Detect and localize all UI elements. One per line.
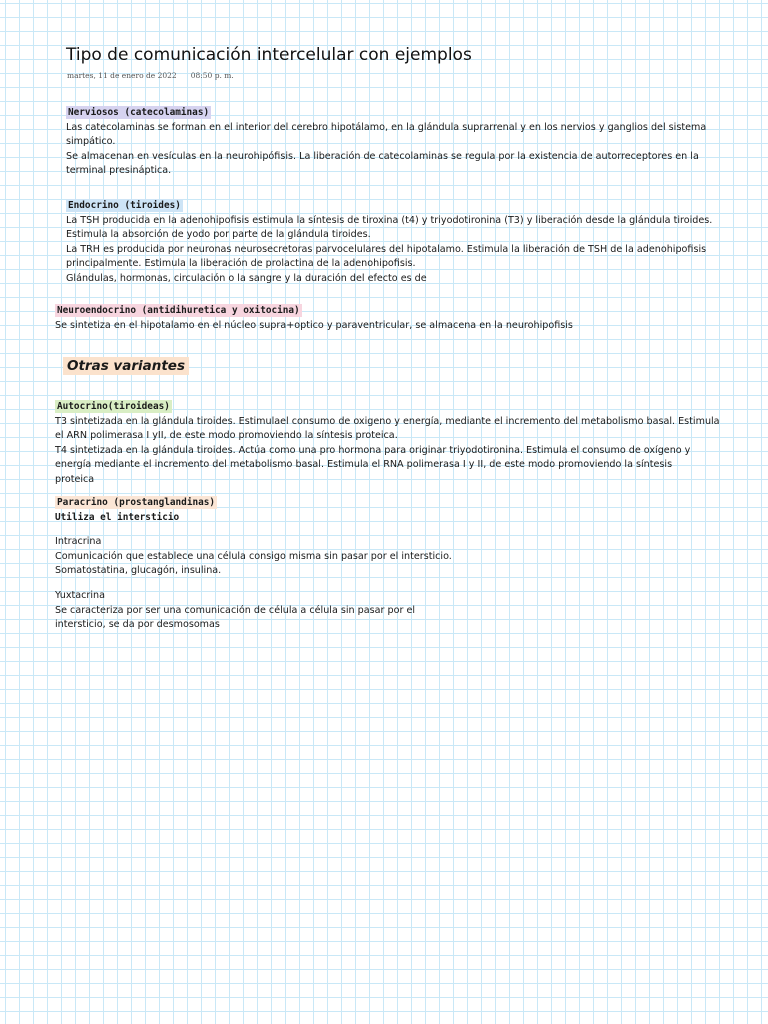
paragraph-line: energía mediante el incremento del metabolismo basal. Estimula el RNA polimerasa I y II, de este modo promoviendo la síntesis xyxy=(55,459,673,471)
section-heading-neuroendocrino: Neuroendocrino (antidihuretica y oxitocina) xyxy=(57,305,300,316)
section-heading-paracrino: Paracrino (prostanglandinas) xyxy=(57,497,216,508)
section-heading-nerviosos: Nerviosos (catecolaminas) xyxy=(68,107,210,118)
section-paracrino xyxy=(55,496,217,525)
paragraph-line: Se caracteriza por ser una comunicación de célula a célula sin pasar por el xyxy=(55,604,416,616)
section-yuxtacrina xyxy=(55,589,415,633)
section-intracrina xyxy=(55,535,452,579)
paragraph-line: T3 sintetizada en la glándula tiroides. Estimulael consumo de oxigeno y energía, mediante el incremento del metabolismo basal. Estimula xyxy=(55,415,720,427)
paragraph-line: simpático. xyxy=(66,136,116,148)
paragraph-line: Glándulas, hormonas, circulación o la sangre y la duración del efecto es de xyxy=(66,272,427,284)
section-heading-intracrina: Intracrina xyxy=(55,536,102,547)
paragraph-line: el ARN polimerasa I yII, de este modo promoviendo la síntesis proteica. xyxy=(55,430,398,442)
section-neuroendocrino xyxy=(55,304,573,333)
page-date: martes, 11 de enero de 2022 xyxy=(67,71,177,80)
page-timestamp xyxy=(67,71,234,80)
paragraph-line: Las catecolaminas se forman en el interior del cerebro hipotálamo, en la glándula suprarrenal y en los nervios y ganglios del sistema xyxy=(66,121,707,133)
section-subheading-paracrino: Utiliza el intersticio xyxy=(55,511,180,523)
paragraph-line: Se sintetiza en el hipotalamo en el núcleo supra+optico y paraventricular, se almacena en la neurohipofisis xyxy=(55,319,573,331)
paragraph-line: terminal presináptica. xyxy=(66,165,172,177)
paragraph-line: La TRH es producida por neuronas neurosecretoras parvocelulares del hipotalamo. Estimula la liberación de TSH de la adenohipofisis xyxy=(66,243,707,255)
section-autocrino xyxy=(55,400,720,488)
section-endocrino xyxy=(66,199,712,287)
paragraph-line: Somatostatina, glucagón, insulina. xyxy=(55,565,222,577)
section-heading-otras-variantes: Otras variantes xyxy=(63,357,189,375)
page-time: 08:50 p. m. xyxy=(190,71,234,80)
paragraph-line: La TSH producida en la adenohipofisis estimula la síntesis de tiroxina (t4) y triyodotironina (T3) y liberación desde la glándula tiroides. xyxy=(66,214,713,226)
paragraph-line: Estimula la absorción de yodo por parte de la glándula tiroides. xyxy=(66,229,371,241)
section-nerviosos xyxy=(66,106,706,179)
page-title: Tipo de comunicación intercelular con ejemplos xyxy=(66,45,472,65)
paragraph-line: principalmente. Estimula la liberación de prolactina de la adenohipofisis. xyxy=(66,258,416,270)
paragraph-line: intersticio, se da por desmosomas xyxy=(55,619,220,631)
section-heading-autocrino: Autocrino(tiroideas) xyxy=(57,401,170,412)
section-heading-endocrino: Endocrino (tiroides) xyxy=(68,200,181,211)
paragraph-line: proteica xyxy=(55,473,95,485)
paragraph-line: Se almacenan en vesículas en la neurohipófisis. La liberación de catecolaminas se regula por la existencia de autorreceptores en la xyxy=(66,150,699,162)
section-heading-yuxtacrina: Yuxtacrina xyxy=(55,590,106,601)
paragraph-line: T4 sintetizada en la glándula tiroides. Actúa como una pro hormona para originar triyodotironina. Estimula el consumo de oxígeno y xyxy=(55,444,691,456)
paragraph-line: Comunicación que establece una célula consigo misma sin pasar por el intersticio. xyxy=(55,550,452,562)
